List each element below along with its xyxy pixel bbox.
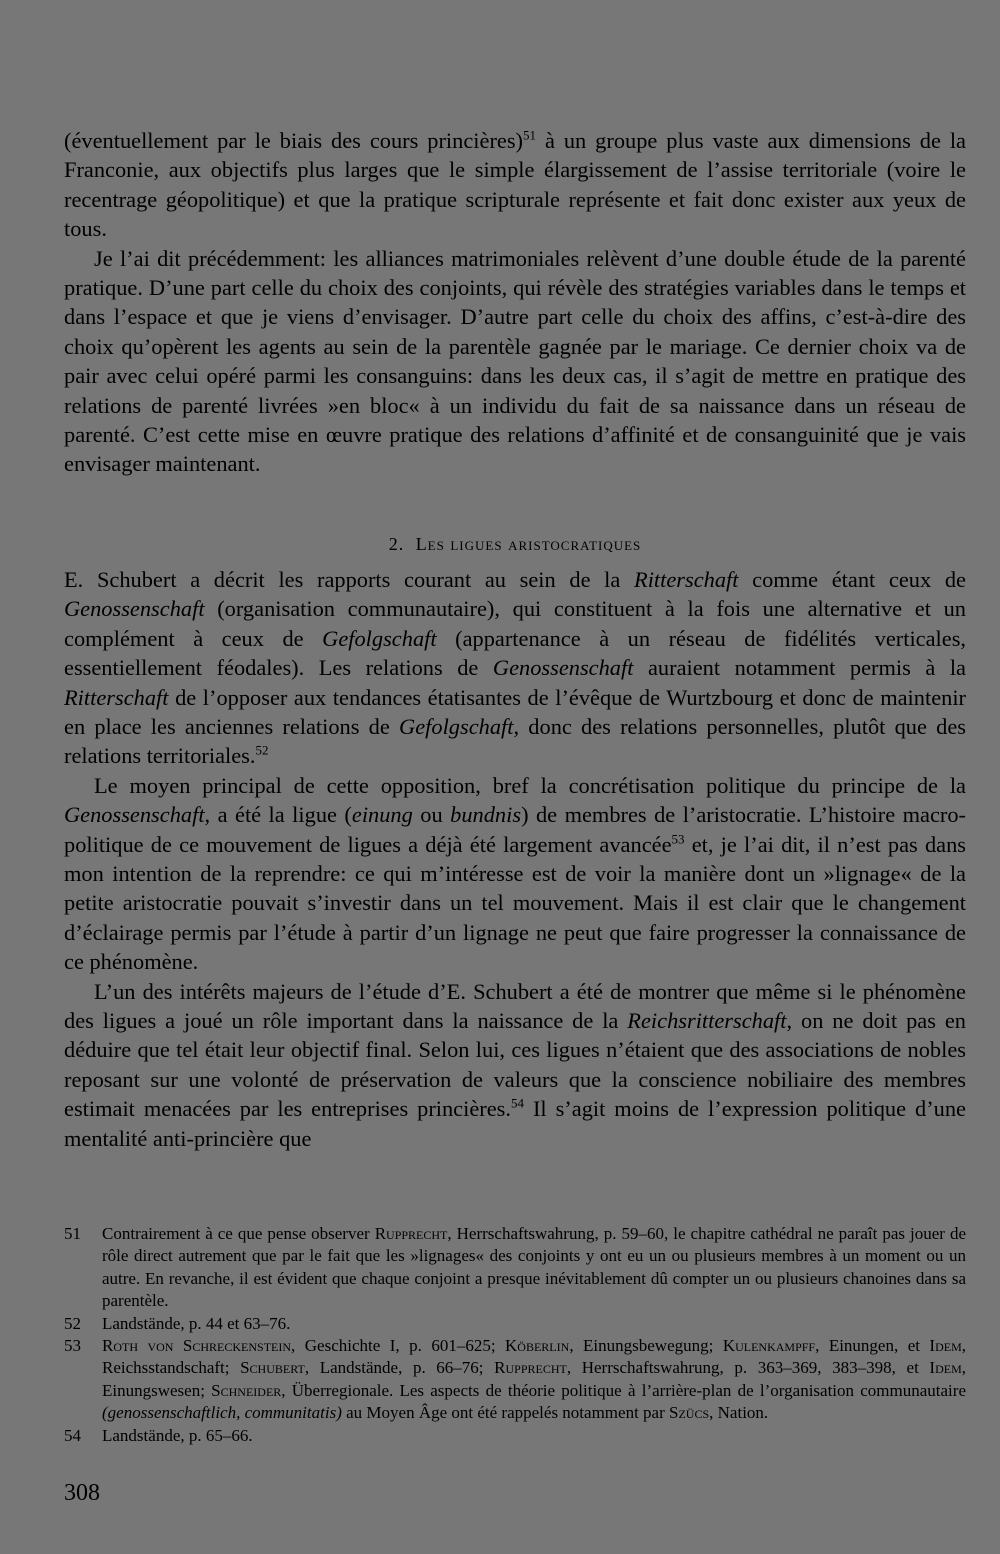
text-run: , on ne doit pas en déduire que tel était leur objectif final. Selon lui, ces ligues n’étaient que des associations de nobles reposant sur une volonté de préservation de valeurs que la conscience nobiliaire des membres estimait menacées par les entreprises princières. <box>64 1007 966 1122</box>
author-name: Roth von Schreckenstein <box>102 1336 292 1356</box>
paragraph <box>64 244 966 479</box>
paragraph <box>64 771 966 977</box>
author-name: Rupprecht <box>494 1358 567 1378</box>
text-run: E. Schubert a décrit les rapports courant au sein de la <box>64 566 635 592</box>
italic-term: bundnis <box>450 802 522 828</box>
section-heading <box>64 534 966 555</box>
section-title: Les ligues aristocratiques <box>415 533 642 554</box>
text-run: ) de membres de l’aristocratie. L’histoire macro-politique de ce mouvement de ligues a déjà été largement avancée <box>64 802 966 857</box>
paragraph <box>64 126 966 244</box>
footnote-number: 51 <box>64 1224 81 1243</box>
paragraph <box>64 977 966 1153</box>
text-run: , Herrschaftswahrung, p. 363–369, 383–398, et <box>566 1358 930 1378</box>
footnote-text <box>102 1425 966 1447</box>
text-run: , Überregionale. Les aspects de théorie politique à l’arrière-plan de l’organisation communautaire <box>281 1380 966 1400</box>
page-body <box>64 126 966 1153</box>
footnote <box>64 1335 966 1425</box>
footnote-number: 54 <box>64 1425 81 1445</box>
italic-term: Reichsritterschaft <box>627 1007 787 1033</box>
footnote-number: 52 <box>64 1313 81 1333</box>
text-run: , Einungsbewegung; <box>569 1336 723 1356</box>
text-run: (organisation communautaire), qui constituent à la fois une alternative et un complément à ceux de <box>64 596 966 651</box>
footnote-number: 53 <box>64 1336 81 1356</box>
text-run: , Herrschaftswahrung, p. 59–60, le chapitre cathédral ne paraît pas jouer de rôle direct autrement que par le fait que les »lignages« des conjoints y ont eu un ou plusieurs membres à un moment ou un autre. En revanche, il est évident que chaque conjoint a presque inévitablement dû compter un ou plusieurs chanoines dans sa parentèle. <box>102 1224 967 1311</box>
text-run: Contrairement à ce que pense observer <box>102 1224 375 1243</box>
text-run: , Einungswesen; <box>102 1358 966 1400</box>
text-run: (éventuellement par le biais des cours princières) <box>64 128 524 153</box>
text-run: à un groupe plus vaste aux dimensions de la Franconie, aux objectifs plus larges que le simple élargissement de l’assise territoriale (voire le recentrage géopolitique) et que la pratique scripturale représente et fait donc exister aux yeux de tous. <box>64 128 966 242</box>
text-run: et, je l’ai dit, il n’est pas dans mon intention de la reprendre: ce qui m’intéresse est de voir la manière dont un »lignage« de la petite aristocratie pouvait s’investir dans un tel mouvement. Mais il est clair que le changement d’éclairage permis par l’étude à partir d’un lignage ne peut que faire progresser la connaissance de ce phénomène. <box>64 831 966 975</box>
footnote-text <box>102 1335 966 1425</box>
italic-term: Gefolgschaft <box>399 713 514 739</box>
footnote-ref: 51 <box>523 127 537 143</box>
text-run: , Geschichte I, p. 601–625; <box>291 1336 506 1356</box>
text-run: Landstände, p. 44 et 63–76. <box>102 1313 291 1333</box>
text-run: , Reichsstandschaft; <box>102 1336 966 1378</box>
footnote-ref: 52 <box>255 742 269 758</box>
italic-term: (genossenschaftlich, communitatis) <box>102 1403 342 1423</box>
author-name: Schubert <box>240 1358 305 1378</box>
author-name: Idem <box>929 1336 962 1356</box>
footnote-ref: 54 <box>511 1095 524 1111</box>
text-run: L’un des intérêts majeurs de l’étude d’E. Schubert a été de montrer que même si le phénomène des ligues a joué un rôle important dans la naissance de la <box>64 978 966 1033</box>
text-run: , a été la ligue ( <box>204 802 352 828</box>
footnotes <box>64 1223 966 1447</box>
footnote <box>64 1223 966 1313</box>
italic-term: Genossenschaft <box>64 802 205 828</box>
paragraph <box>64 565 966 771</box>
text-run: de l’opposer aux tendances étatisantes de l’évêque de Wurtzbourg et donc de maintenir en place les anciennes relations de <box>64 684 966 739</box>
text-run: (appartenance à un réseau de fidélités verticales, essentiellement féodales). Les relations de <box>64 625 967 681</box>
text-run: , donc des relations personnelles, plutôt que des relations territoriales. <box>64 713 967 769</box>
text-run: Landstände, p. 65–66. <box>102 1425 253 1445</box>
author-name: Idem <box>929 1358 962 1378</box>
text-run: , Nation. <box>709 1403 769 1423</box>
text-run: , Einungen, et <box>815 1336 930 1356</box>
italic-term: Ritterschaft <box>634 566 739 592</box>
text-run: auraient notamment permis à la <box>633 655 966 681</box>
text-run: Je l’ai dit précédemment: les alliances matrimoniales relèvent d’une double étude de la parenté pratique. D’une part celle du choix des conjoints, qui révèle des stratégies variables dans le temps et dans l’espace et que je viens d’envisager. D’autre part celle du choix des affins, c’est-à-dire des choix qu’opèrent les agents au sein de la parentèle gagnée par le mariage. Ce dernier choix va de pair avec celui opéré parmi les consanguins: dans les deux cas, il s’agit de mettre en pratique des relations de parenté livrées »en bloc« à un individu du fait de sa naissance dans un réseau de parenté. C’est cette mise en œuvre pratique des relations d’affinité et de consanguinité que je vais envisager maintenant. <box>64 245 966 477</box>
text-run: ou <box>412 802 451 828</box>
author-name: Kulenkampff <box>722 1336 816 1356</box>
footnote-text <box>102 1313 966 1335</box>
section-number: 2. <box>388 533 405 554</box>
page-number: 308 <box>64 1480 100 1506</box>
text-run: Le moyen principal de cette opposition, bref la concrétisation politique du principe de la <box>94 772 966 798</box>
italic-term: einung <box>351 802 413 828</box>
author-name: Schneider <box>211 1380 282 1400</box>
italic-term: Ritterschaft <box>64 684 169 710</box>
footnote <box>64 1313 966 1335</box>
footnote-ref: 53 <box>671 831 685 847</box>
footnote <box>64 1425 966 1447</box>
text-run: comme étant ceux de <box>738 566 966 592</box>
italic-term: Genossenschaft <box>64 596 205 622</box>
paragraphs-top <box>64 126 966 479</box>
text-run: , Landstände, p. 66–76; <box>304 1358 495 1378</box>
footnote-text <box>102 1223 966 1313</box>
italic-term: Genossenschaft <box>492 655 634 681</box>
text-run: au Moyen Âge ont été rappelés notamment par <box>341 1403 670 1423</box>
author-name: Rupprecht <box>374 1224 448 1243</box>
text-run: Il s’agit moins de l’expression politique d’une mentalité anti-princière que <box>64 1096 966 1151</box>
author-name: Szücs <box>669 1403 710 1423</box>
paragraphs-section <box>64 565 966 1153</box>
author-name: Köberlin <box>505 1336 570 1356</box>
italic-term: Gefolgschaft <box>322 625 437 651</box>
